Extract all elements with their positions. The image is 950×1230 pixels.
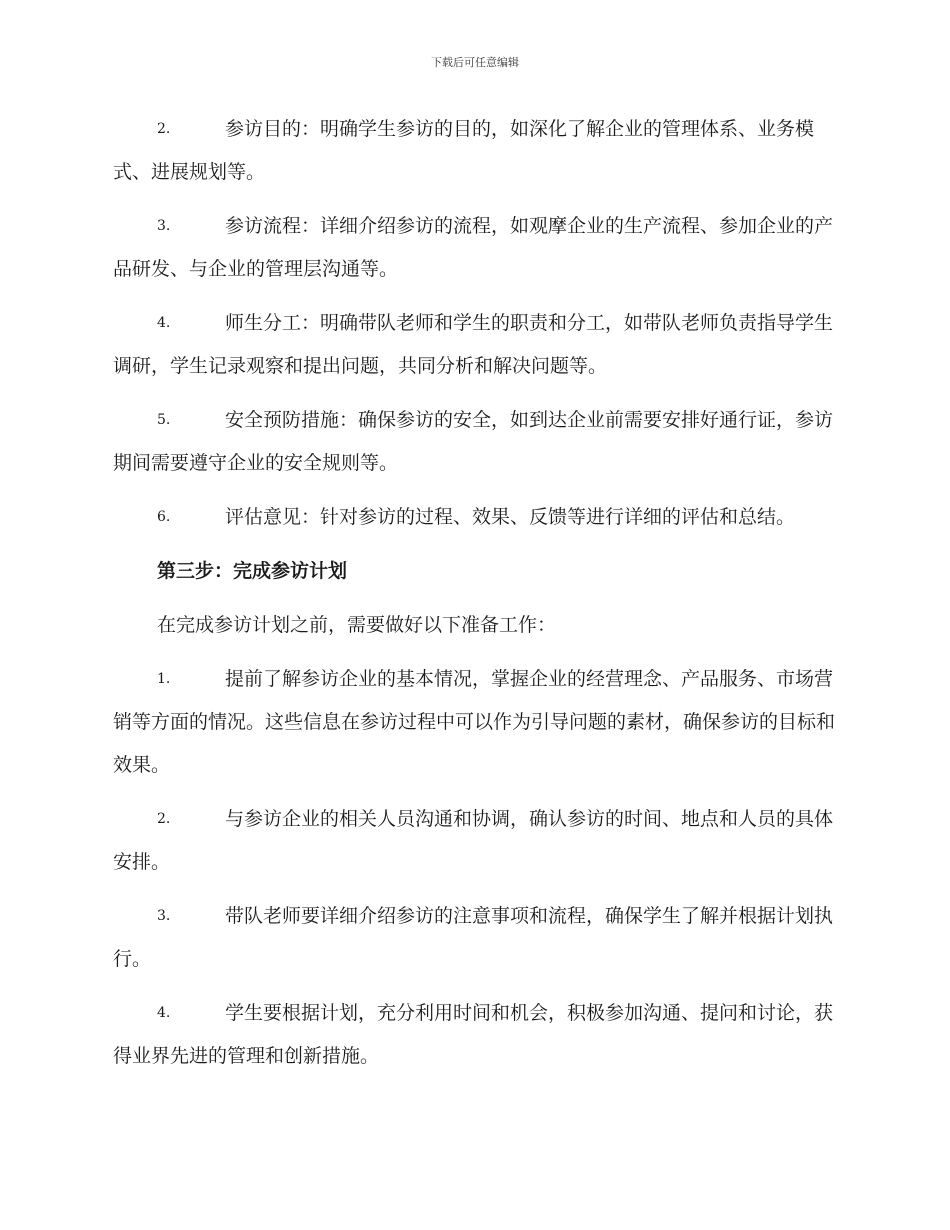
list-item xyxy=(113,205,835,291)
intro-paragraph: 在完成参访计划之前，需要做好以下准备工作： xyxy=(157,614,557,636)
list-item-number: 4. xyxy=(157,1005,171,1021)
list-item-number: 3. xyxy=(157,218,171,234)
list-item xyxy=(113,895,835,981)
list-item-number: 2. xyxy=(157,121,171,137)
list-item-number: 2. xyxy=(157,811,171,827)
list-item xyxy=(113,798,835,884)
list-item-number: 1. xyxy=(157,671,171,687)
list-item-number: 6. xyxy=(157,509,171,525)
list-item xyxy=(113,302,835,388)
list-item-number: 3. xyxy=(157,908,171,924)
list-item xyxy=(113,658,835,787)
list-item-number: 5. xyxy=(157,412,171,428)
list-item xyxy=(113,992,835,1078)
list-item-number: 4. xyxy=(157,315,171,331)
list-item-text: 参访目的：明确学生参访的目的，如深化了解企业的管理体系、业务模式、进展规划等。 xyxy=(113,118,815,183)
list-item-text: 提前了解参访企业的基本情况，掌握企业的经营理念、产品服务、市场营销等方面的情况。这些信息在参访过程中可以作为引导问题的素材，确保参访的目标和效果。 xyxy=(113,668,836,776)
list-item xyxy=(113,399,835,485)
list-item-text: 与参访企业的相关人员沟通和协调，确认参访的时间、地点和人员的具体安排。 xyxy=(113,808,834,873)
section-heading: 第三步：完成参访计划 xyxy=(157,560,348,582)
list-item-text: 学生要根据计划，充分利用时间和机会，积极参加沟通、提问和讨论，获得业界先进的管理和创新措施。 xyxy=(113,1002,834,1067)
list-item-text: 师生分工：明确带队老师和学生的职责和分工，如带队老师负责指导学生调研，学生记录观察和提出问题，共同分析和解决问题等。 xyxy=(113,312,834,377)
list-item xyxy=(113,108,835,194)
list-item-text: 评估意见：针对参访的过程、效果、反馈等进行详细的评估和总结。 xyxy=(225,506,796,528)
page-header: 下载后可任意编辑 xyxy=(431,56,519,69)
list-item xyxy=(113,496,835,539)
list-item-text: 带队老师要详细介绍参访的注意事项和流程，确保学生了解并根据计划执行。 xyxy=(113,905,834,970)
document-body xyxy=(113,108,835,1089)
list-item-text: 参访流程：详细介绍参访的流程，如观摩企业的生产流程、参加企业的产品研发、与企业的管理层沟通等。 xyxy=(113,215,834,280)
list-item-text: 安全预防措施：确保参访的安全，如到达企业前需要安排好通行证，参访期间需要遵守企业的安全规则等。 xyxy=(113,409,834,474)
